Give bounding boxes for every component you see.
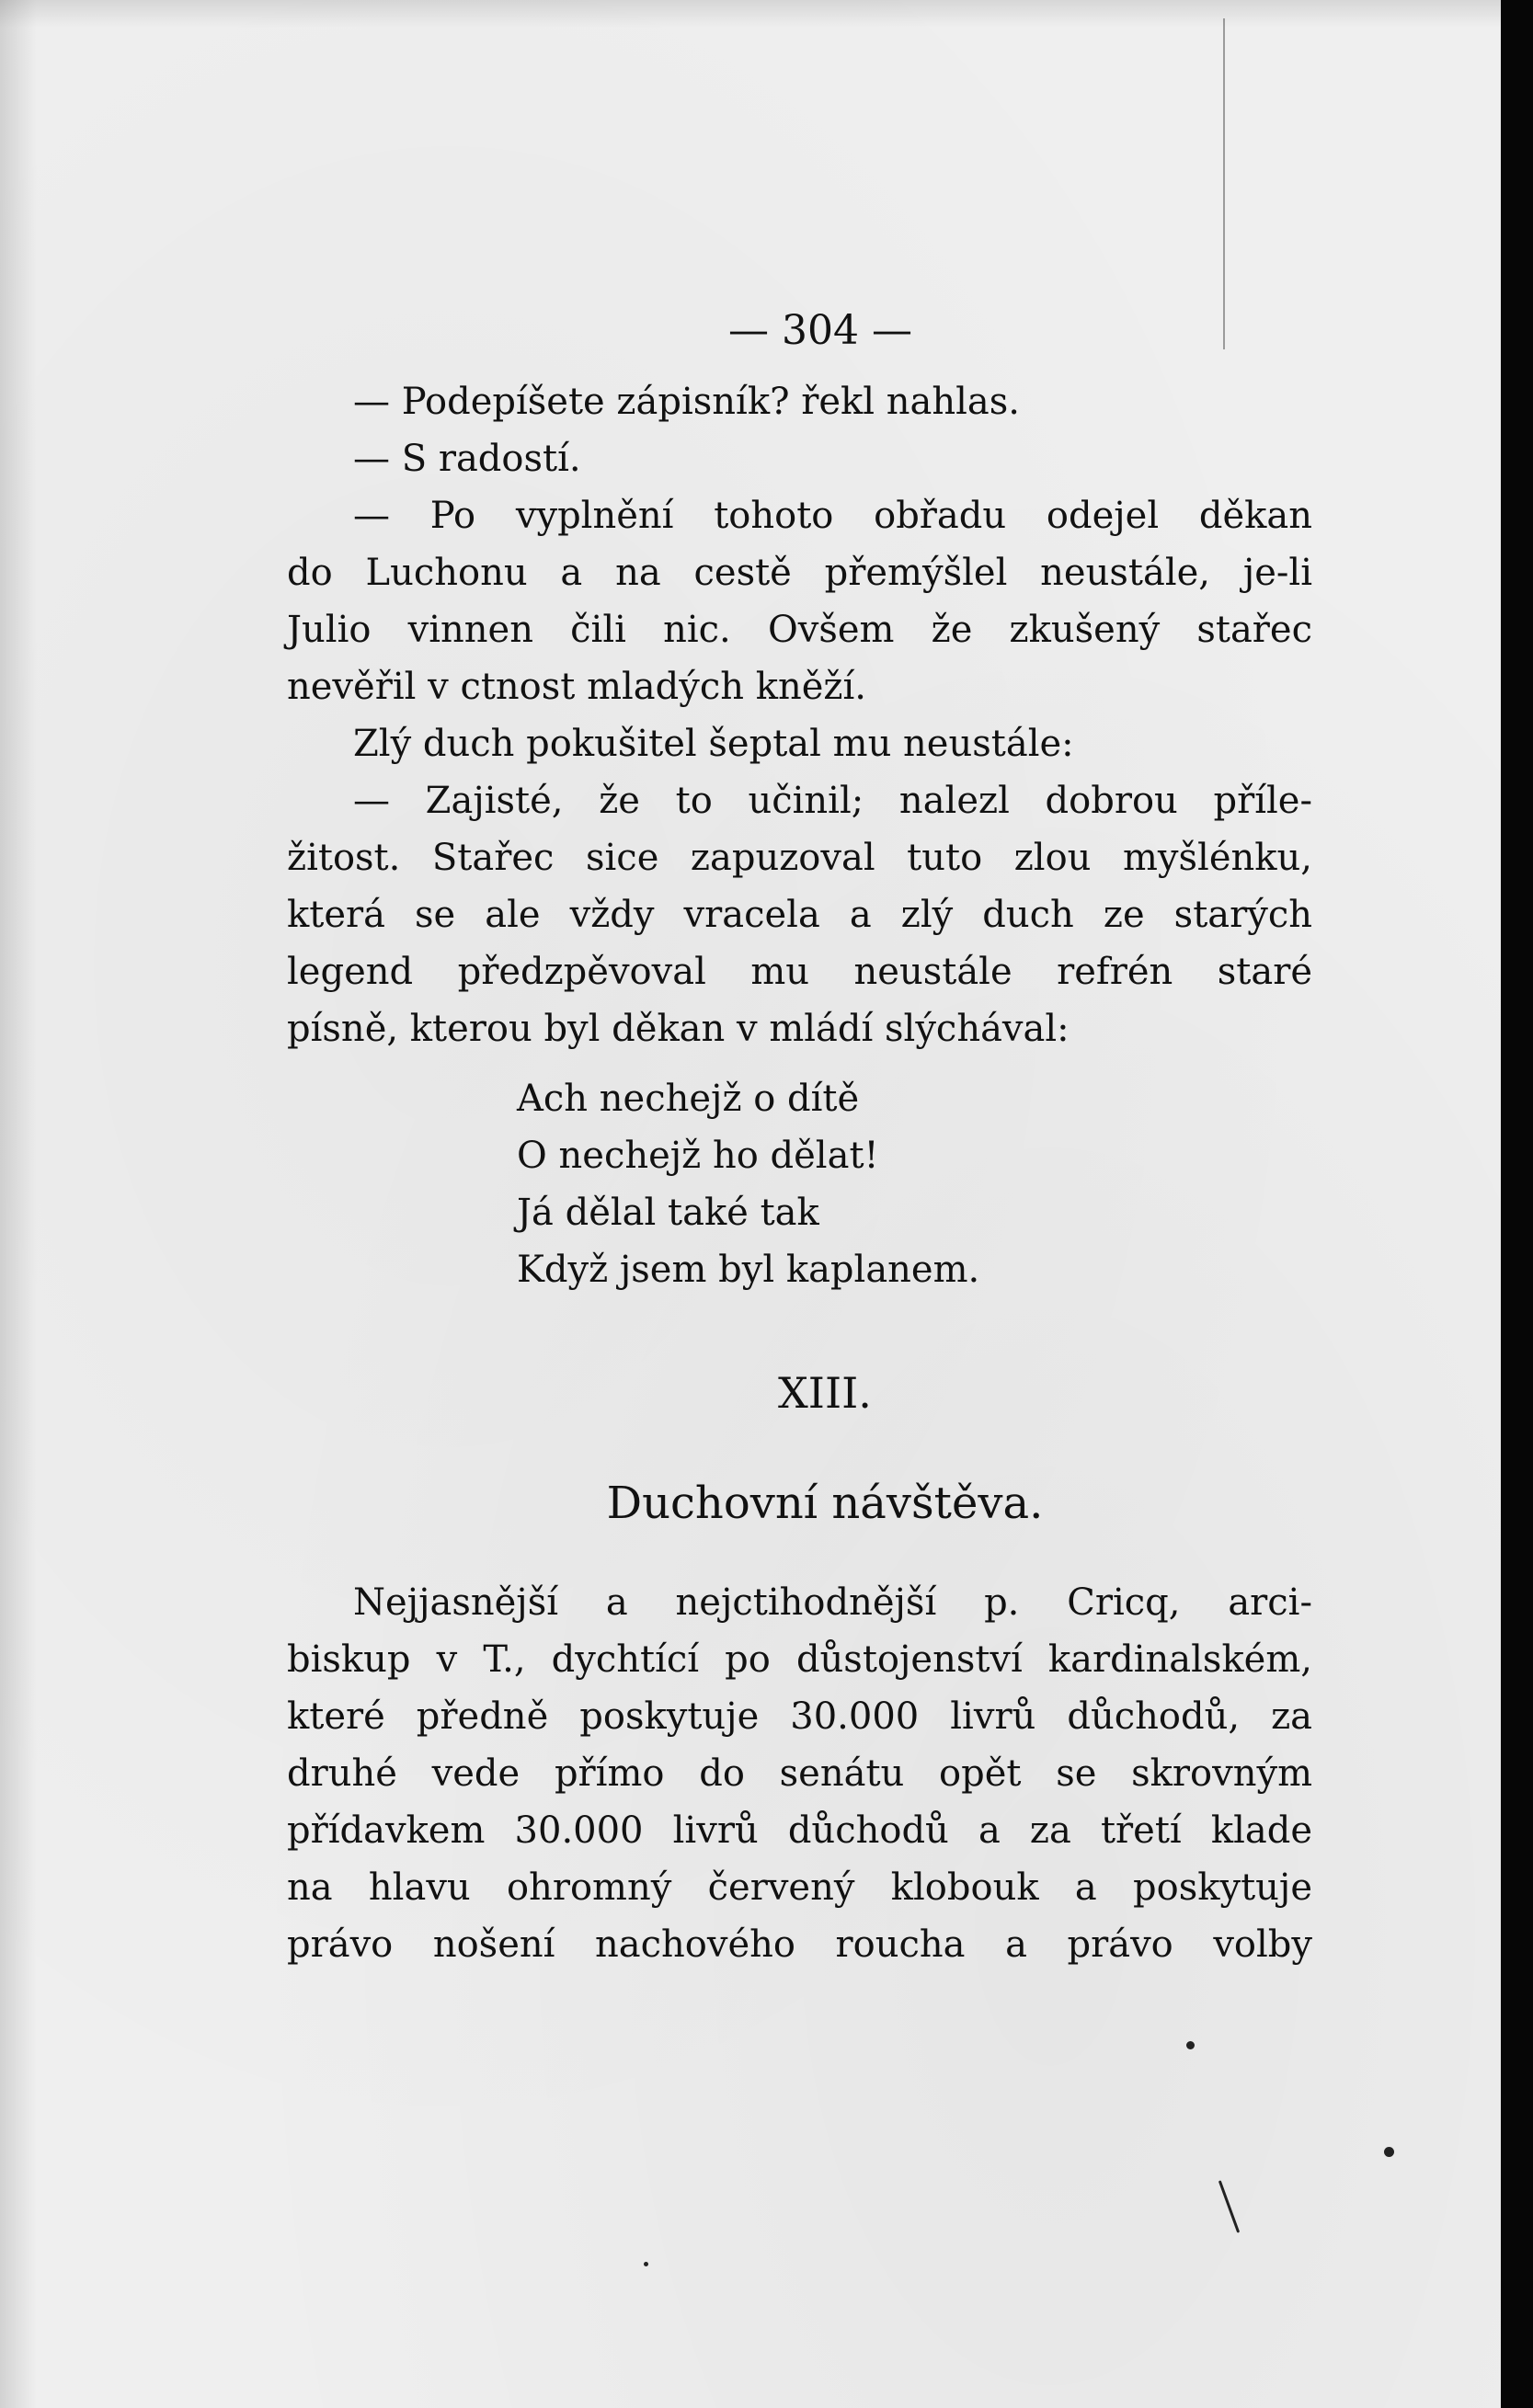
text-line: právo nošení nachového roucha a právo volby (287, 1923, 1312, 1966)
chapter-title: Duchovní návštěva. (606, 1478, 1044, 1529)
verse-line: Ach nechejž o dítě (517, 1078, 860, 1120)
text-line: která se ale vždy vracela a zlý duch ze starých (287, 894, 1312, 936)
text-line: žitost. Stařec sice zapuzoval tuto zlou myšlénku, (287, 837, 1312, 879)
scan-border-right (1501, 0, 1533, 2408)
ink-speck (644, 2262, 648, 2266)
text-line: — Zajisté, že to učinil; nalezl dobrou příle- (353, 780, 1312, 822)
text-line: přídavkem 30.000 livrů důchodů a za třetí klade (287, 1809, 1312, 1852)
text-line: na hlavu ohromný červený klobouk a poskytuje (287, 1866, 1312, 1909)
text-line: Nejjasnější a nejctihodnější p. Cricq, arci- (353, 1581, 1312, 1624)
text-line: — Podepíšete zápisník? řekl nahlas. (353, 381, 1021, 423)
verse-block (517, 1070, 1312, 1298)
text-line: nevěřil v ctnost mladých kněží. (287, 666, 866, 708)
text-line: písně, kterou byl děkan v mládí slýchával: (287, 1008, 1070, 1050)
text-line: — Po vyplnění tohoto obřadu odejel děkan (353, 495, 1312, 537)
ink-speck (1384, 2147, 1394, 2157)
left-edge-shadow (0, 0, 37, 2408)
verse-line: Když jsem byl kaplanem. (517, 1249, 980, 1291)
text-line: — S radostí. (353, 438, 581, 480)
verse-line: O nechejž ho dělat! (517, 1135, 879, 1177)
ink-speck (1218, 2180, 1240, 2232)
text-line: Zlý duch pokušitel šeptal mu neustále: (353, 723, 1074, 765)
text-line: Julio vinnen čili nic. Ovšem že zkušený stařec (287, 609, 1312, 651)
page-text (287, 294, 1312, 1973)
page-number: — 304 — (728, 307, 912, 354)
text-line: které předně poskytuje 30.000 livrů důchodů, za (287, 1695, 1312, 1738)
verse-line: Já dělal také tak (517, 1192, 819, 1234)
chapter-number: XIII. (778, 1368, 872, 1418)
text-line: biskup v T., dychtící po důstojenství kardinalském, (287, 1638, 1312, 1681)
text-line: do Luchonu a na cestě přemýšlel neustále, je-li (287, 552, 1312, 594)
top-edge-shadow (0, 0, 1501, 28)
ink-speck (1186, 2041, 1195, 2049)
text-line: legend předzpěvoval mu neustále refrén staré (287, 951, 1312, 993)
text-line: druhé vede přímo do senátu opět se skrovným (287, 1752, 1312, 1795)
